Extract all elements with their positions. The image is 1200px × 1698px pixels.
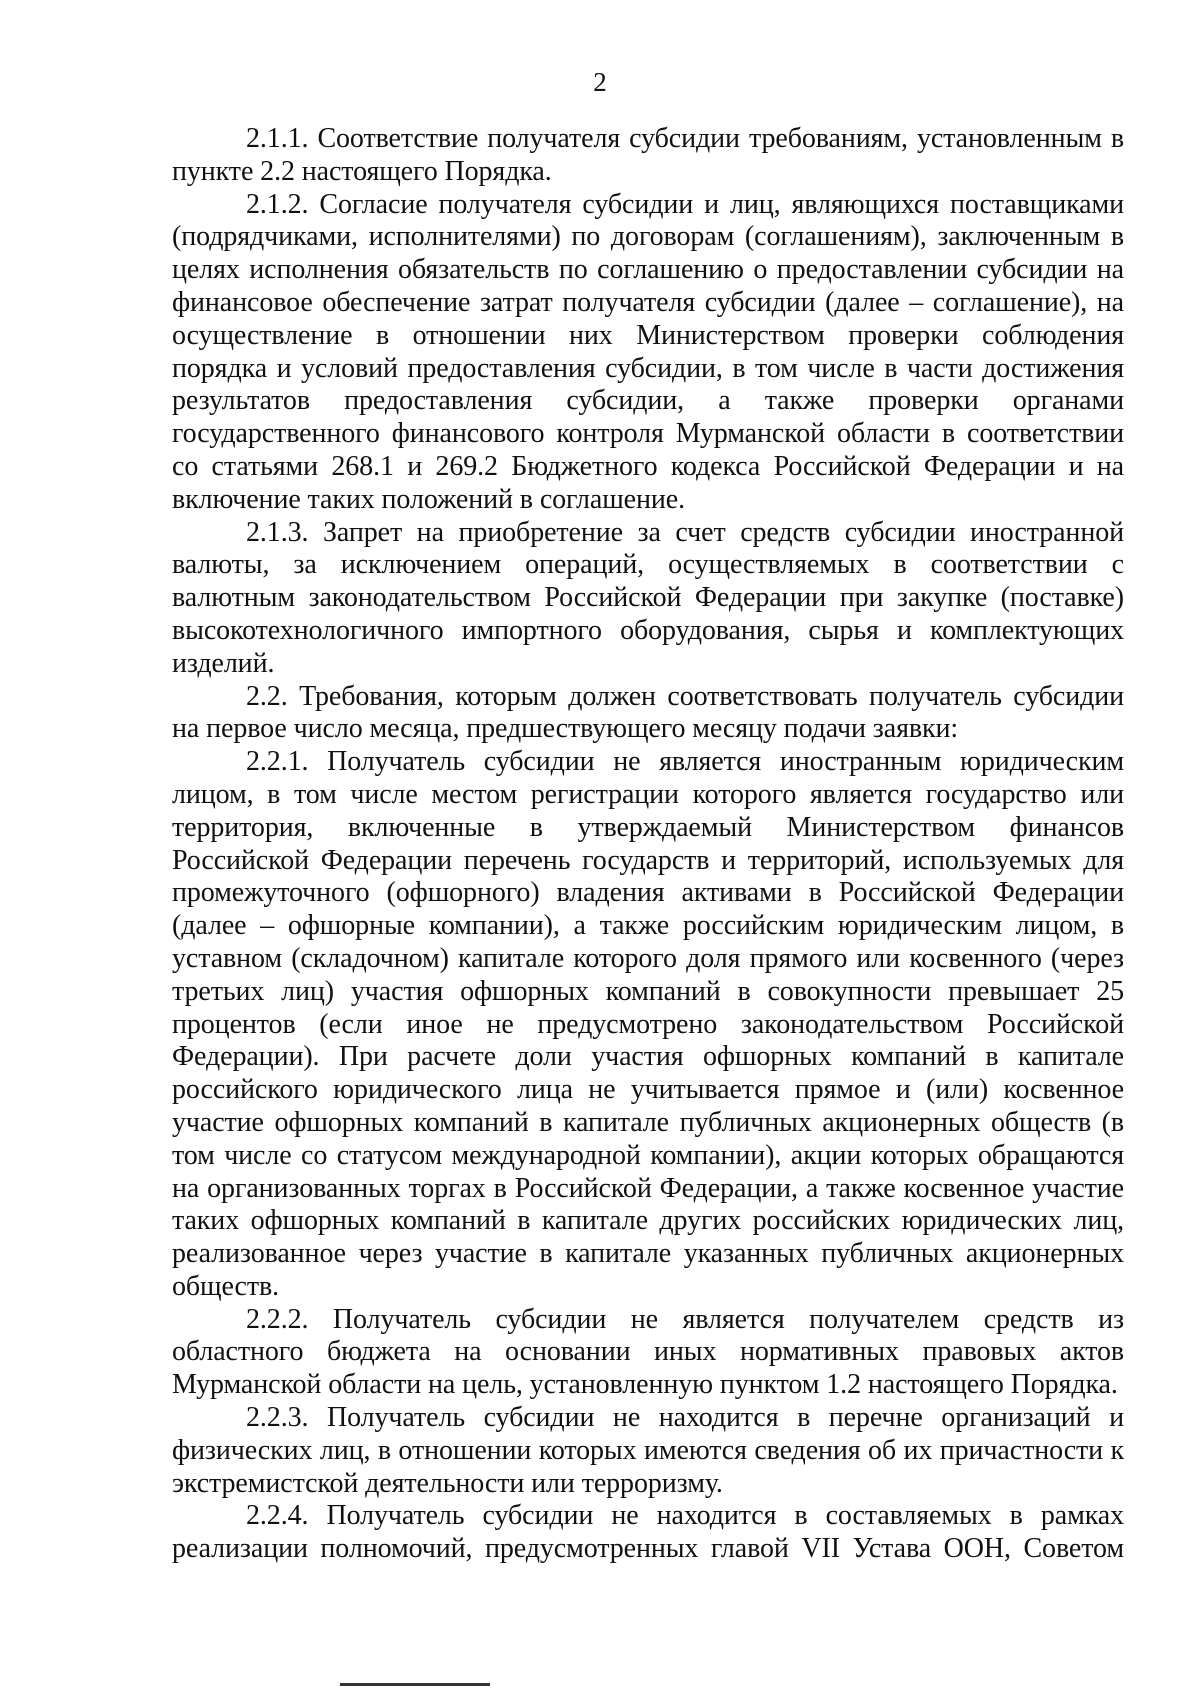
scan-artifact-line bbox=[340, 1683, 490, 1686]
paragraph-2-1-1: 2.1.1. Соответствие получателя субсидии требованиям, установленным в пункте 2.2 настоящего Порядка. bbox=[172, 123, 1124, 187]
document-body bbox=[172, 123, 1124, 1566]
paragraph-2-1-2: 2.1.2. Согласие получателя субсидии и лиц, являющихся поставщиками (подрядчиками, исполнителями) по договорам (соглашениям), заключенным в целях исполнения обязательств по соглашению о предоставлении субсидии на финансовое обеспечение затрат получателя субсидии (далее – соглашение), на осуществление в отношении них Министерством проверки соблюдения порядка и условий предоставления субсидии, в том числе в части достижения результатов предоставления субсидии, а также проверки органами государственного финансового контроля Мурманской области в соответствии со статьями 268.1 и 269.2 Бюджетного кодекса Российской Федерации и на включение таких положений в соглашение. bbox=[172, 188, 1124, 515]
paragraph-2-2-3: 2.2.3. Получатель субсидии не находится в перечне организаций и физических лиц, в отношении которых имеются сведения об их причастности к экстремистской деятельности или терроризму. bbox=[172, 1402, 1124, 1499]
paragraph-2-2-1: 2.2.1. Получатель субсидии не является иностранным юридическим лицом, в том числе местом регистрации которого является государство или территория, включенные в утверждаемый Министерством финансов Российской Федерации перечень государств и территорий, используемых для промежуточного (офшорного) владения активами в Российской Федерации (далее – офшорные компании), а также российским юридическим лицом, в уставном (складочном) капитале которого доля прямого или косвенного (через третьих лиц) участия офшорных компаний в совокупности превышает 25 процентов (если иное не предусмотрено законодательством Российской Федерации). При расчете доли участия офшорных компаний в капитале российского юридического лица не учитывается прямое и (или) косвенное участие офшорных компаний в капитале публичных акционерных обществ (в том числе со статусом международной компании), акции которых обращаются на организованных торгах в Российской Федерации, а также косвенное участие таких офшорных компаний в капитале других российских юридических лиц, реализованное через участие в капитале указанных публичных акционерных обществ. bbox=[172, 746, 1124, 1302]
paragraph-2-2: 2.2. Требования, которым должен соответствовать получатель субсидии на первое число месяца, предшествующего месяцу подачи заявки: bbox=[172, 680, 1124, 745]
paragraph-2-2-2: 2.2.2. Получатель субсидии не является получателем средств из областного бюджета на основании иных нормативных правовых актов Мурманской области на цель, установленную пунктом 1.2 настоящего Порядка. bbox=[172, 1303, 1124, 1401]
paragraph-2-1-3: 2.1.3. Запрет на приобретение за счет средств субсидии иностранной валюты, за исключением операций, осуществляемых в соответствии с валютным законодательством Российской Федерации при закупке (поставке) высокотехнологичного импортного оборудования, сырья и комплектующих изделий. bbox=[172, 516, 1124, 679]
paragraph-2-2-4: 2.2.4. Получатель субсидии не находится в составляемых в рамках реализации полномочий, предусмотренных главой VII Устава ООН, Советом bbox=[172, 1500, 1124, 1565]
page-number: 2 bbox=[593, 67, 607, 97]
